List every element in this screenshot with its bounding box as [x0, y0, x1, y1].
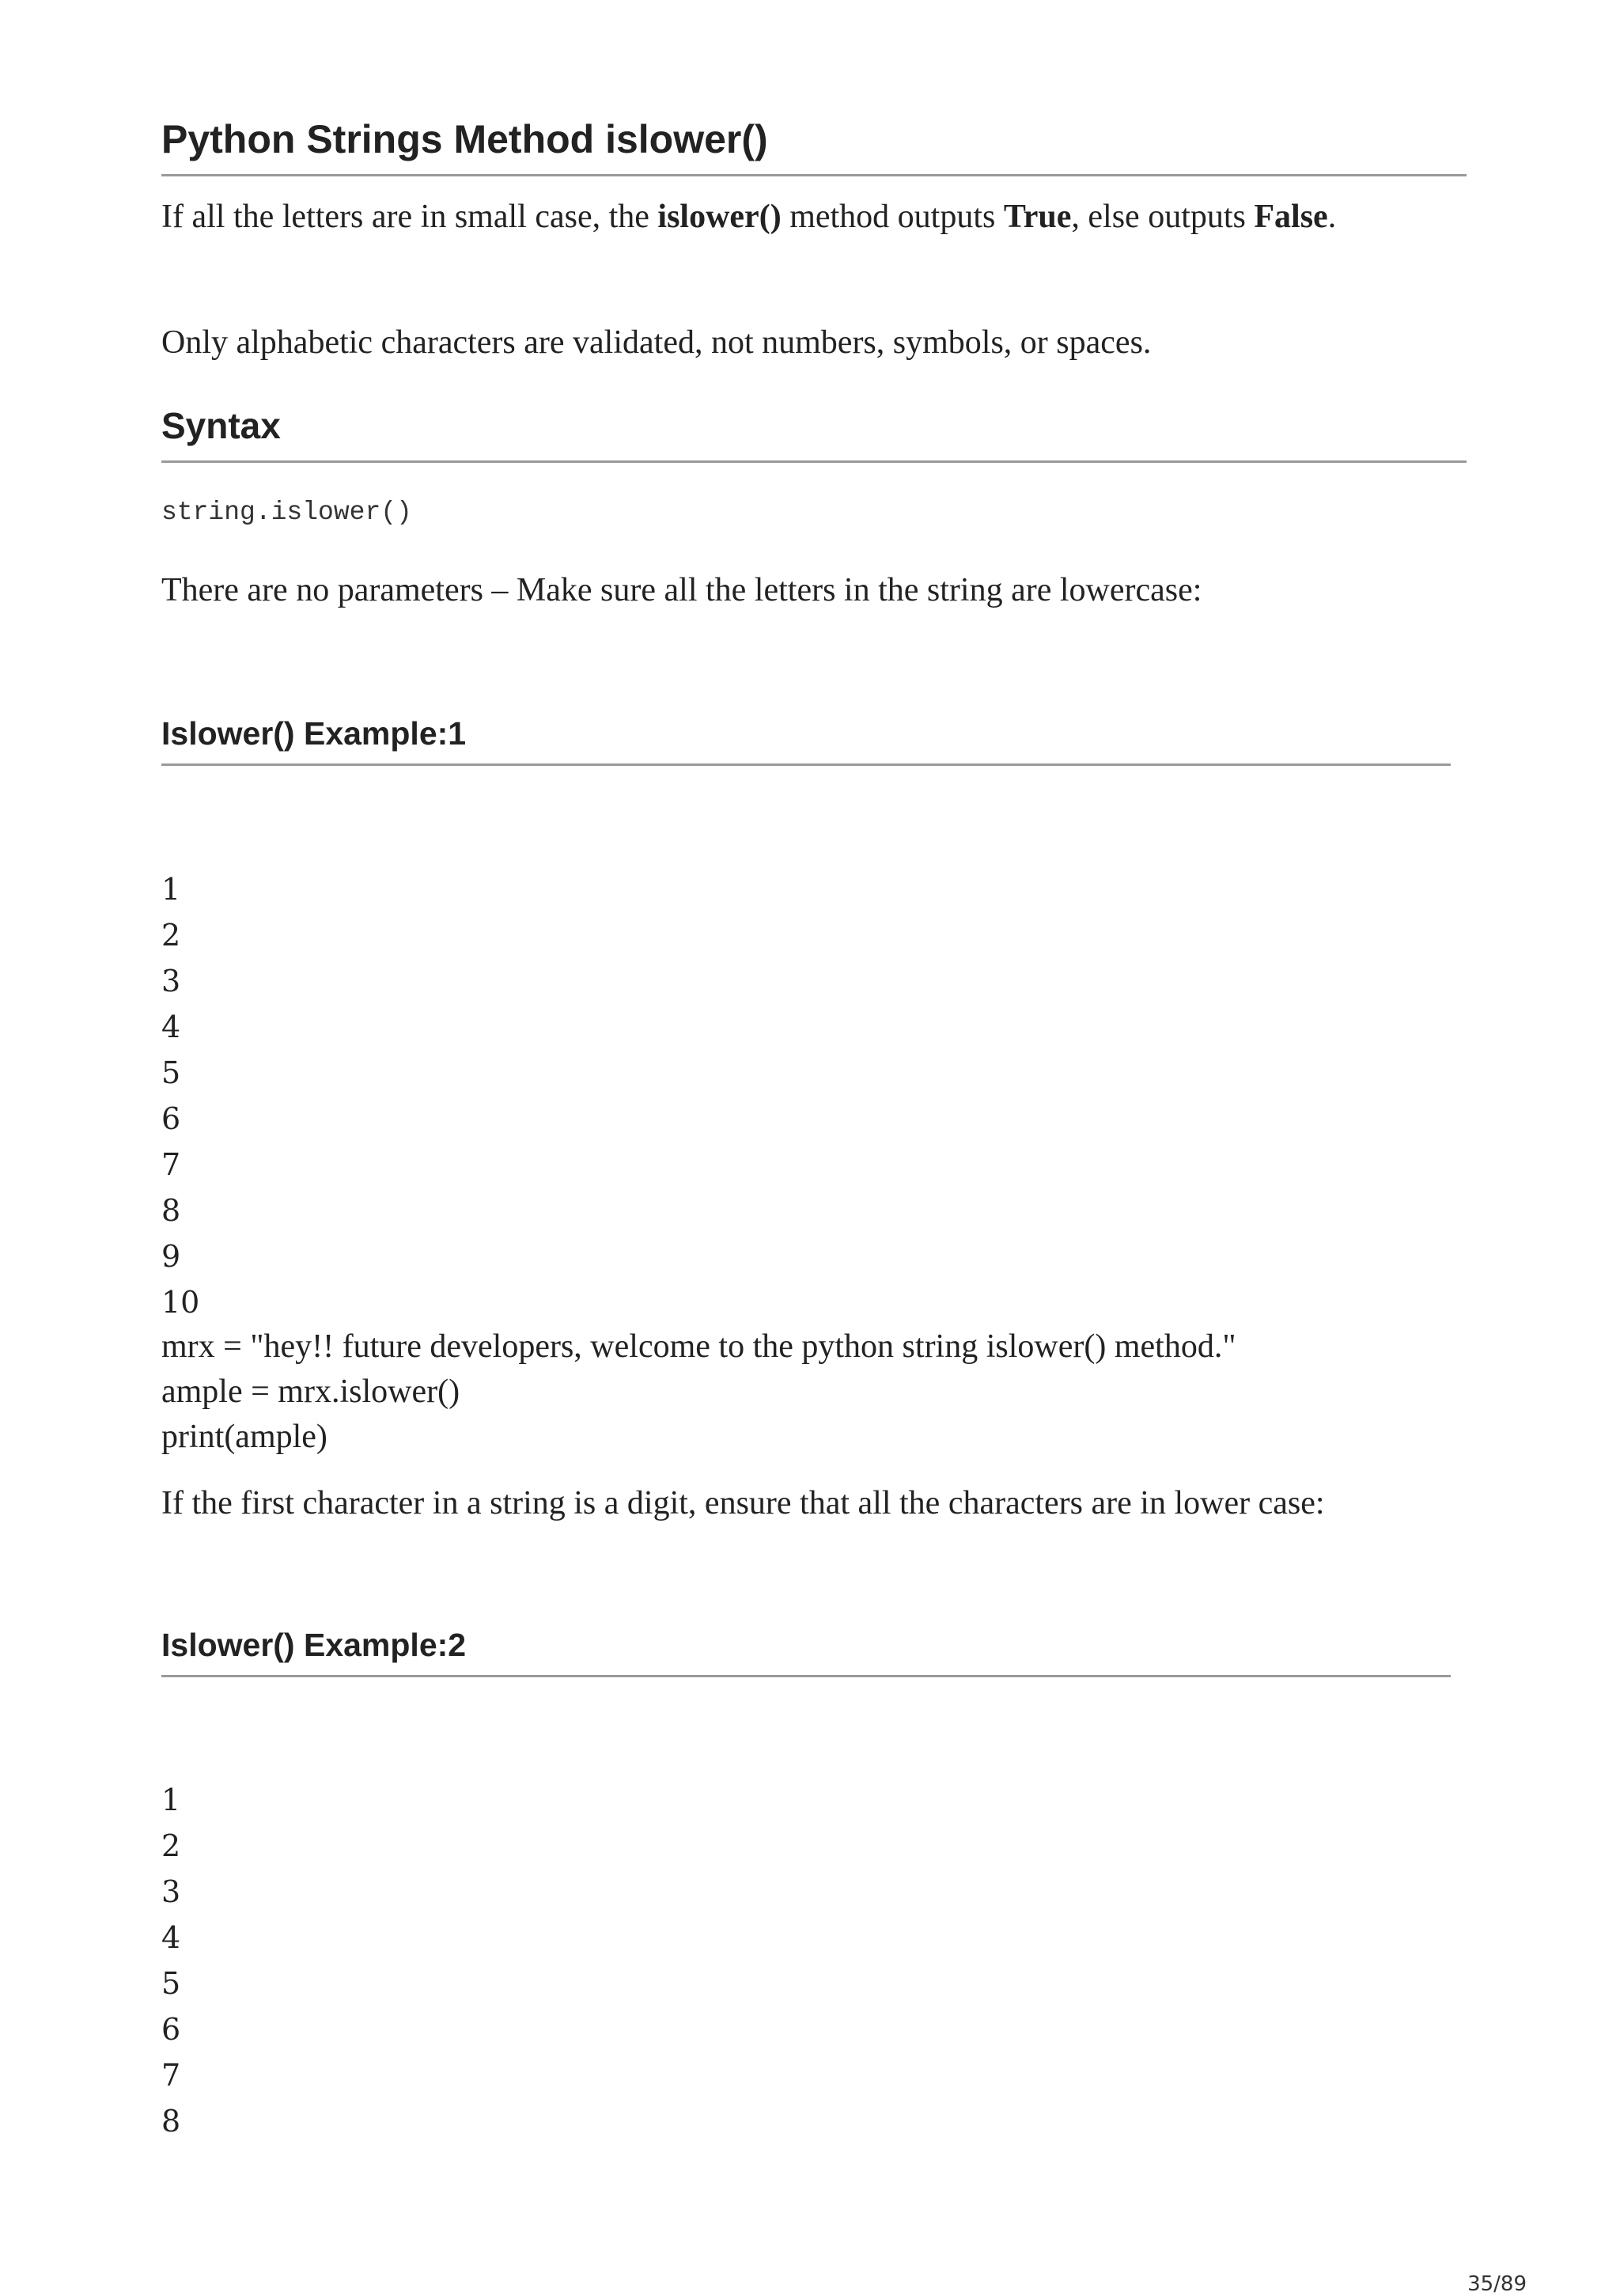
line-number: 1	[161, 872, 181, 907]
example1-code	[161, 1324, 1236, 1460]
line-number: 8	[161, 2104, 181, 2139]
line-number: 8	[161, 1193, 181, 1228]
line-number: 1	[161, 1783, 181, 1817]
line-number: 4	[161, 1920, 181, 1955]
line-number: 2	[161, 918, 181, 953]
intro-text-1: If all the letters are in small case, the	[161, 199, 658, 235]
line-number: 3	[161, 964, 181, 998]
example2-heading: Islower() Example:2	[161, 1626, 1451, 1677]
digit-note: If the first character in a string is a digit, ensure that all the characters are in lower case:	[161, 1485, 1325, 1521]
intro-text-2: method outputs	[781, 199, 1004, 235]
intro-true-word: True	[1003, 199, 1072, 235]
page-number: 35/89	[1467, 2272, 1527, 2296]
example1-line-numbers	[161, 866, 199, 1325]
line-number: 2	[161, 1828, 181, 1863]
intro-method-name: islower()	[657, 199, 782, 235]
code-line: print(ample)	[161, 1419, 327, 1455]
line-number: 3	[161, 1874, 181, 1909]
page-title: Python Strings Method islower()	[161, 116, 1467, 176]
intro-paragraph	[161, 195, 1474, 239]
code-line: ample = mrx.islower()	[161, 1373, 460, 1410]
line-number: 9	[161, 1239, 181, 1274]
line-number: 7	[161, 1147, 181, 1182]
line-number: 4	[161, 1010, 181, 1044]
line-number: 6	[161, 2012, 181, 2047]
line-number: 7	[161, 2058, 181, 2093]
intro-false-word: False	[1254, 199, 1328, 235]
code-line: mrx = "hey!! future developers, welcome to the python string islower() method."	[161, 1328, 1236, 1365]
intro-text-3: , else outputs	[1071, 199, 1255, 235]
line-number: 5	[161, 1055, 181, 1090]
syntax-code: string.islower()	[161, 498, 412, 527]
intro-text-4: .	[1327, 199, 1337, 235]
example2-line-numbers	[161, 1777, 180, 2144]
validation-note: Only alphabetic characters are validated, not numbers, symbols, or spaces.	[161, 324, 1152, 361]
line-number: 10	[161, 1285, 200, 1320]
syntax-heading: Syntax	[161, 402, 1467, 463]
line-number: 5	[161, 1966, 181, 2001]
syntax-description: There are no parameters – Make sure all the letters in the string are lowercase:	[161, 572, 1202, 608]
line-number: 6	[161, 1101, 181, 1136]
example1-heading: Islower() Example:1	[161, 714, 1451, 766]
